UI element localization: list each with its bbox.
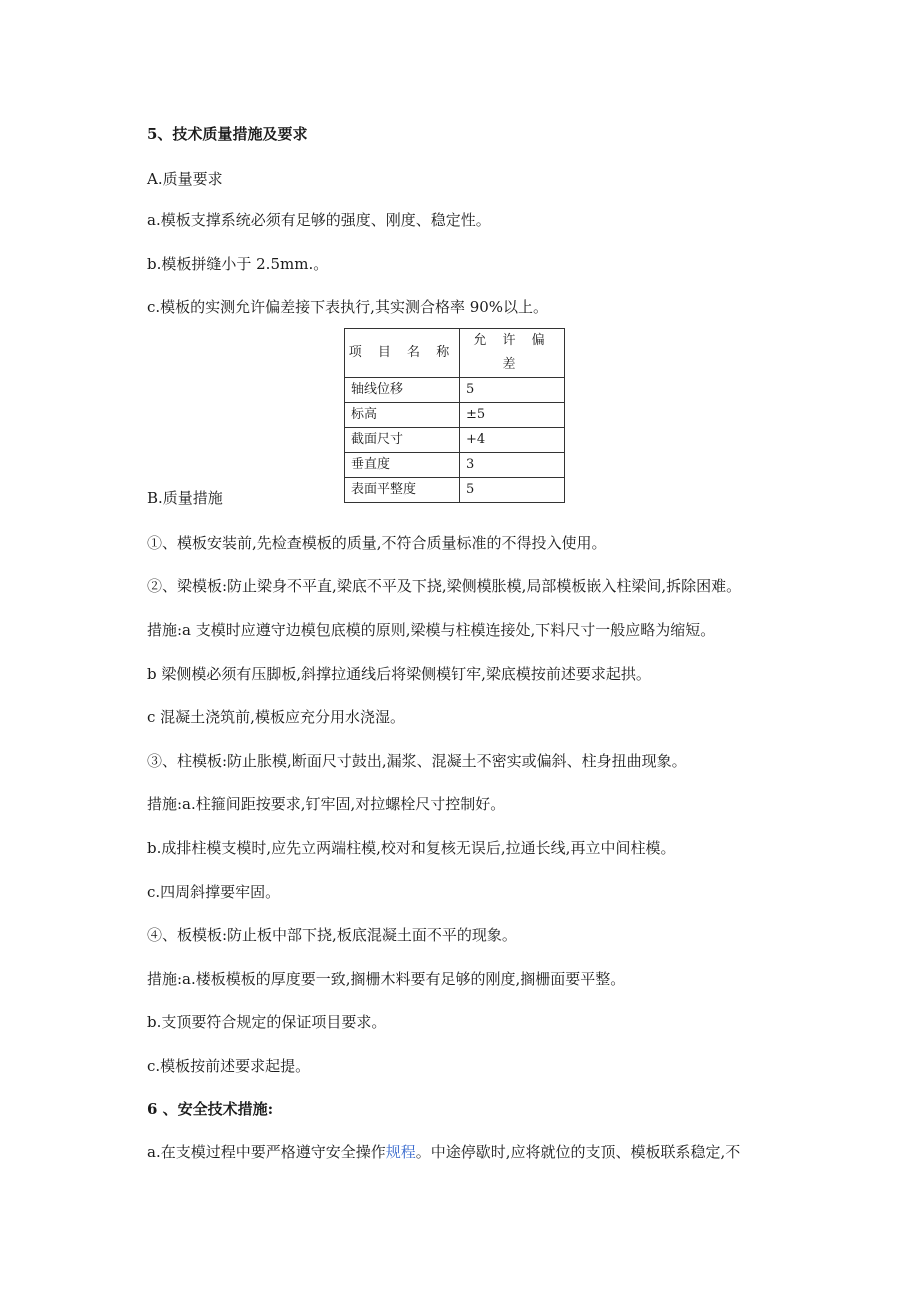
table-row: [345, 453, 565, 478]
regulation-link[interactable]: 规程: [385, 1143, 416, 1161]
paragraph: a.模板支撑系统必须有足够的强度、刚度、稳定性。: [147, 211, 491, 229]
paragraph: b 梁侧模必须有压脚板,斜撑拉通线后将梁侧模钉牢,梁底模按前述要求起拱。: [147, 665, 651, 683]
paragraph: b.模板拼缝小于 2.5mm.。: [147, 255, 329, 273]
subsection-a-heading: A.质量要求: [147, 170, 223, 188]
paragraph: [147, 1142, 740, 1162]
paragraph-text: 。中途停歇时,应将就位的支顶、模板联系稳定,不: [415, 1143, 741, 1161]
tolerance-table: [344, 328, 565, 503]
subsection-b-heading: B.质量措施: [147, 489, 223, 507]
paragraph: b.支顶要符合规定的保证项目要求。: [147, 1013, 387, 1031]
table-header-cell: 项 目 名 称: [345, 329, 460, 378]
paragraph: b.成排柱模支模时,应先立两端柱模,校对和复核无误后,拉通长线,再立中间柱模。: [147, 839, 676, 857]
table-cell: 截面尺寸: [345, 428, 460, 453]
table-row: [345, 403, 565, 428]
paragraph: 措施:a.楼板模板的厚度要一致,搁栅木料要有足够的刚度,搁栅面要平整。: [147, 970, 626, 988]
table-row: [345, 378, 565, 403]
table-cell: 垂直度: [345, 453, 460, 478]
paragraph: c.模板的实测允许偏差接下表执行,其实测合格率 90%以上。: [147, 298, 549, 316]
table-header-cell: 允 许 偏 差: [460, 329, 565, 378]
table-cell: ±5: [460, 403, 565, 428]
table-cell: 5: [460, 478, 565, 503]
table-cell: 5: [460, 378, 565, 403]
table-cell: 轴线位移: [345, 378, 460, 403]
paragraph: 措施:a 支模时应遵守边模包底模的原则,梁模与柱模连接处,下料尺寸一般应略为缩短。: [147, 621, 716, 639]
table-row: [345, 478, 565, 503]
section-5-heading: 5、技术质量措施及要求: [147, 125, 308, 143]
table-cell: +4: [460, 428, 565, 453]
table-cell: 3: [460, 453, 565, 478]
table-header-row: [345, 329, 565, 378]
paragraph: ①、模板安装前,先检查模板的质量,不符合质量标准的不得投入使用。: [147, 534, 607, 552]
paragraph: ③、柱模板:防止胀模,断面尺寸鼓出,漏浆、混凝土不密实或偏斜、柱身扭曲现象。: [147, 752, 687, 770]
paragraph: ④、板模板:防止板中部下挠,板底混凝土面不平的现象。: [147, 926, 517, 944]
table-cell: 表面平整度: [345, 478, 460, 503]
paragraph: c.四周斜撑要牢固。: [147, 883, 281, 901]
section-6-heading: 6 、安全技术措施:: [147, 1100, 274, 1118]
table-row: [345, 428, 565, 453]
paragraph-text: a.在支模过程中要严格遵守安全操作: [147, 1143, 386, 1161]
paragraph: c 混凝土浇筑前,模板应充分用水浇湿。: [147, 708, 405, 726]
paragraph: 措施:a.柱箍间距按要求,钉牢固,对拉螺栓尺寸控制好。: [147, 795, 506, 813]
table-cell: 标高: [345, 403, 460, 428]
paragraph: ②、梁模板:防止梁身不平直,梁底不平及下挠,梁侧模胀模,局部模板嵌入柱梁间,拆除困难。: [147, 577, 742, 595]
paragraph: c.模板按前述要求起提。: [147, 1057, 311, 1075]
